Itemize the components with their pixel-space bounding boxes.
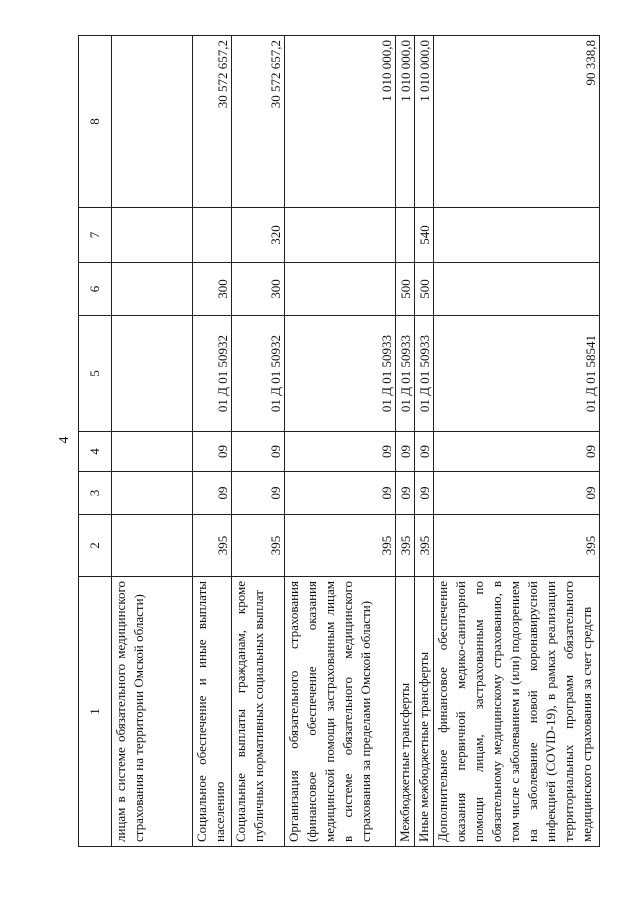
cell-subsection [112, 432, 193, 472]
cell-expense-subgroup [434, 208, 600, 263]
cell-admin-code: 395 [232, 515, 285, 577]
header-col-2: 2 [79, 515, 112, 577]
header-row [79, 36, 112, 847]
cell-section [112, 472, 193, 515]
cell-expense-subgroup [193, 208, 232, 263]
cell-expense-group: 300 [232, 263, 285, 316]
cell-section: 09 [193, 472, 232, 515]
row-description: Иные межбюджетные трансферты [415, 577, 434, 847]
table-row [112, 36, 193, 847]
cell-section: 09 [396, 472, 415, 515]
rotated-table-wrapper [78, 36, 598, 847]
cell-admin-code: 395 [434, 515, 600, 577]
row-description: Межбюджетные трансферты [396, 577, 415, 847]
cell-expense-subgroup [112, 208, 193, 263]
cell-admin-code [112, 515, 193, 577]
cell-section: 09 [285, 472, 396, 515]
table-row [193, 36, 232, 847]
row-description: лицам в системе обязательного медицинского страхования на территории Омской области) [112, 577, 193, 847]
row-description: Социальное обеспечение и иные выплаты населению [193, 577, 232, 847]
cell-expense-group [434, 263, 600, 316]
row-description: Дополнительное финансовое обеспечение оказания первичной медико-санитарной помощи лицам, застрахованным по обязательному медицинскому страхованию, в том числе с заболеванием и (или) подозрением на заболевание новой коронавирусной инфекцией (COVID-19), в рамках реализации территориальных программ обязательного медицинского страхования за счет средств [434, 577, 600, 847]
cell-target-code: 01 Д 01 50932 [232, 316, 285, 432]
cell-admin-code: 395 [415, 515, 434, 577]
cell-target-code: 01 Д 01 50933 [285, 316, 396, 432]
cell-expense-subgroup [285, 208, 396, 263]
cell-target-code: 01 Д 01 50932 [193, 316, 232, 432]
header-col-5: 5 [79, 316, 112, 432]
cell-subsection: 09 [434, 432, 600, 472]
cell-amount: 1 010 000,0 [396, 36, 415, 208]
budget-table-sheet [78, 36, 598, 847]
cell-amount: 90 338,8 [434, 36, 600, 208]
cell-expense-subgroup [396, 208, 415, 263]
budget-table [78, 35, 600, 847]
cell-target-code: 01 Д 01 50933 [415, 316, 434, 432]
cell-subsection: 09 [193, 432, 232, 472]
cell-expense-subgroup: 320 [232, 208, 285, 263]
cell-section: 09 [434, 472, 600, 515]
header-col-6: 6 [79, 263, 112, 316]
header-col-7: 7 [79, 208, 112, 263]
table-row [415, 36, 434, 847]
cell-section: 09 [232, 472, 285, 515]
cell-target-code: 01 Д 01 58541 [434, 316, 600, 432]
table-row [232, 36, 285, 847]
cell-amount: 30 572 657,2 [232, 36, 285, 208]
table-row [396, 36, 415, 847]
table-row [285, 36, 396, 847]
cell-admin-code: 395 [285, 515, 396, 577]
cell-expense-group [112, 263, 193, 316]
cell-subsection: 09 [396, 432, 415, 472]
cell-amount [112, 36, 193, 208]
row-description: Организация обязательного страхования (финансовое обеспечение оказания медицинской помощи застрахованным лицам в системе обязательного медицинского страхования за пределами Омской области) [285, 577, 396, 847]
cell-expense-subgroup: 540 [415, 208, 434, 263]
cell-expense-group: 500 [415, 263, 434, 316]
header-col-8: 8 [79, 36, 112, 208]
cell-expense-group: 500 [396, 263, 415, 316]
cell-admin-code: 395 [193, 515, 232, 577]
cell-target-code: 01 Д 01 50933 [396, 316, 415, 432]
cell-amount: 30 572 657,2 [193, 36, 232, 208]
cell-expense-group [285, 263, 396, 316]
header-col-1: 1 [79, 577, 112, 847]
cell-expense-group: 300 [193, 263, 232, 316]
cell-subsection: 09 [415, 432, 434, 472]
cell-section: 09 [415, 472, 434, 515]
header-col-3: 3 [79, 472, 112, 515]
cell-subsection: 09 [285, 432, 396, 472]
cell-amount: 1 010 000,0 [415, 36, 434, 208]
cell-subsection: 09 [232, 432, 285, 472]
page-number: 4 [57, 436, 72, 444]
row-description: Социальные выплаты гражданам, кроме публичных нормативных социальных выплат [232, 577, 285, 847]
header-col-4: 4 [79, 432, 112, 472]
cell-admin-code: 395 [396, 515, 415, 577]
cell-target-code [112, 316, 193, 432]
cell-amount: 1 010 000,0 [285, 36, 396, 208]
table-row [434, 36, 600, 847]
